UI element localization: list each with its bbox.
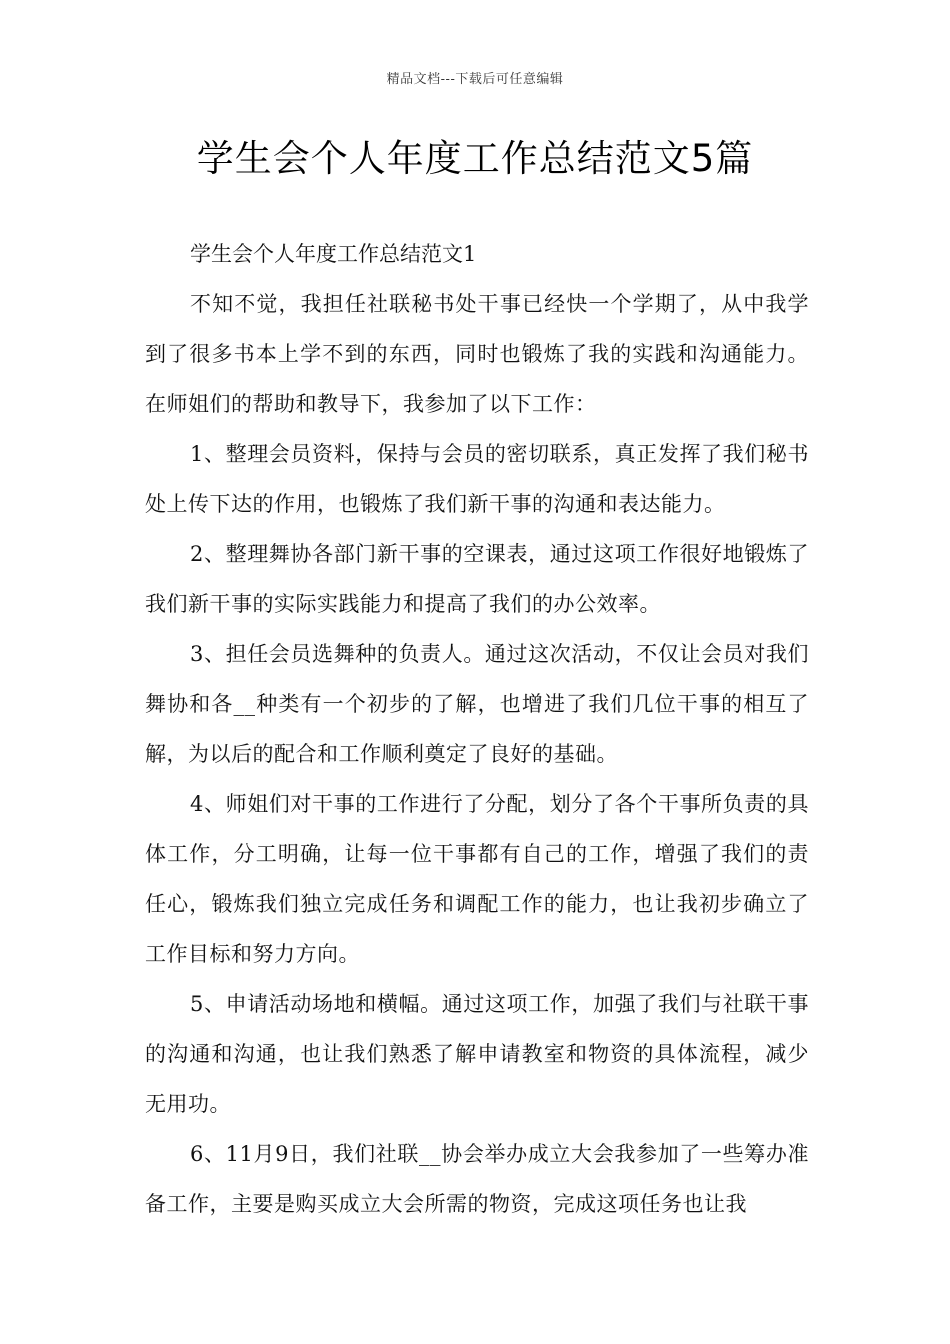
document-title: 学生会个人年度工作总结范文5篇 [196, 137, 754, 180]
section-subtitle: 学生会个人年度工作总结范文1 [190, 242, 477, 266]
paragraph-intro: 不知不觉，我担任社联秘书处干事已经快一个学期了，从中我学到了很多书本上学不到的东西，同时也锻炼了我的实践和沟通能力。在师姐们的帮助和教导下，我参加了以下工作： [145, 292, 809, 416]
paragraph-item-2: 2、整理舞协各部门新干事的空课表，通过这项工作很好地锻炼了我们新干事的实际实践能力和提高了我们的办公效率。 [145, 542, 809, 616]
document-body [145, 229, 809, 1229]
paragraph-item-4: 4、师姐们对干事的工作进行了分配，划分了各个干事所负责的具体工作，分工明确，让每一位干事都有自己的工作，增强了我们的责任心，锻炼我们独立完成任务和调配工作的能力，也让我初步确立了工作目标和努力方向。 [145, 792, 809, 966]
paragraph-item-1: 1、整理会员资料，保持与会员的密切联系，真正发挥了我们秘书处上传下达的作用，也锻炼了我们新干事的沟通和表达能力。 [145, 442, 809, 516]
paragraph-item-3: 3、担任会员选舞种的负责人。通过这次活动，不仅让会员对我们舞协和各__种类有一个初步的了解，也增进了我们几位干事的相互了解，为以后的配合和工作顺利奠定了良好的基础。 [145, 642, 809, 766]
paragraph-item-6: 6、11月9日，我们社联__协会举办成立大会我参加了一些筹办准备工作，主要是购买成立大会所需的物资，完成这项任务也让我 [145, 1142, 809, 1216]
paragraph-item-5: 5、申请活动场地和横幅。通过这项工作，加强了我们与社联干事的沟通和沟通，也让我们熟悉了解申请教室和物资的具体流程，减少无用功。 [145, 992, 809, 1116]
header-note: 精品文档---下载后可任意编辑 [386, 72, 564, 87]
